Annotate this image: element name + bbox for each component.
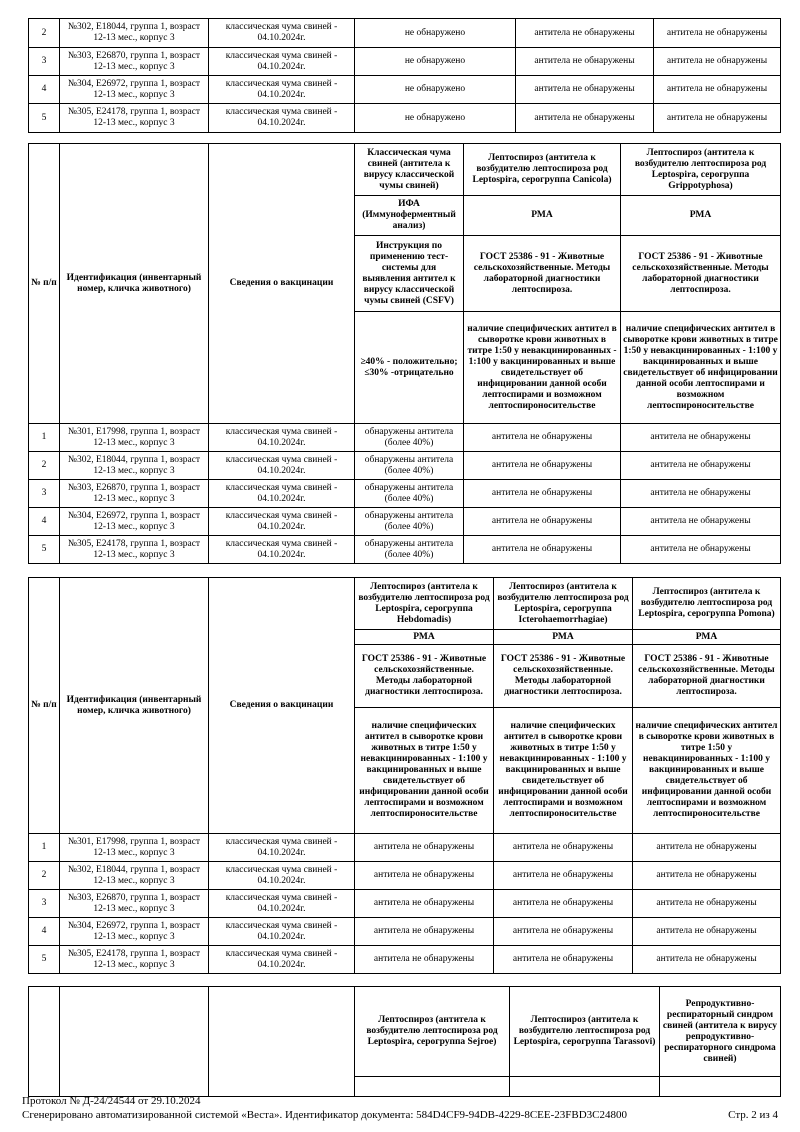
table-row xyxy=(29,19,781,48)
header-identification: Идентификация (инвентарный номер, кличка животного) xyxy=(60,578,209,834)
row-number: 3 xyxy=(29,480,60,508)
table-row xyxy=(29,862,781,890)
vaccination-info: классическая чума свиней - 04.10.2024г. xyxy=(209,536,355,564)
header-normative-document: ГОСТ 25386 - 91 - Животные сельскохозяйственные. Методы лабораторной диагностики лептоспироза. xyxy=(633,645,781,708)
animal-id: №303, E26870, группа 1, возраст 12-13 мес., корпус 3 xyxy=(60,890,209,918)
result-cell: антитела не обнаружены xyxy=(633,890,781,918)
row-number: 2 xyxy=(29,19,60,48)
animal-id: №302, E18044, группа 1, возраст 12-13 мес., корпус 3 xyxy=(60,19,209,48)
generated-note: Сгенерировано автоматизированной системой «Веста». Идентификатор документа: 584D4CF9-94DB-4229-8CEE-23FBD3C24800 xyxy=(22,1109,627,1121)
header-norm: ≥40% - положительно; ≤30% -отрицательно xyxy=(355,312,464,424)
result-cell: антитела не обнаружены xyxy=(516,76,654,104)
animal-id: №303, E26870, группа 1, возраст 12-13 мес., корпус 3 xyxy=(60,48,209,76)
vaccination-info: классическая чума свиней - 04.10.2024г. xyxy=(209,480,355,508)
row-number: 4 xyxy=(29,918,60,946)
result-cell: антитела не обнаружены xyxy=(516,104,654,133)
result-cell: обнаружены антитела (более 40%) xyxy=(355,424,464,452)
result-cell: антитела не обнаружены xyxy=(464,536,621,564)
result-cell: антитела не обнаружены xyxy=(355,890,494,918)
header-method-empty xyxy=(355,1077,510,1097)
table-row xyxy=(29,946,781,974)
animal-id: №305, E24178, группа 1, возраст 12-13 мес., корпус 3 xyxy=(60,104,209,133)
header-row-disease xyxy=(29,578,781,630)
header-disease: Лептоспироз (антитела к возбудителю лептоспироза род Leptospira, серогруппа Canicola) xyxy=(464,144,621,196)
header-normative-document: ГОСТ 25386 - 91 - Животные сельскохозяйственные. Методы лабораторной диагностики лептоспироза. xyxy=(494,645,633,708)
result-cell: обнаружены антитела (более 40%) xyxy=(355,508,464,536)
result-cell: антитела не обнаружены xyxy=(494,834,633,862)
animal-id: №302, E18044, группа 1, возраст 12-13 мес., корпус 3 xyxy=(60,452,209,480)
row-number: 4 xyxy=(29,508,60,536)
header-method: РМА xyxy=(464,196,621,236)
result-cell: антитела не обнаружены xyxy=(494,946,633,974)
vaccination-info: классическая чума свиней - 04.10.2024г. xyxy=(209,76,355,104)
result-cell: антитела не обнаружены xyxy=(464,508,621,536)
header-method: ИФА (Иммуноферментный анализ) xyxy=(355,196,464,236)
header-identification: Идентификация (инвентарный номер, кличка животного) xyxy=(60,144,209,424)
animal-id: №304, E26972, группа 1, возраст 12-13 мес., корпус 3 xyxy=(60,76,209,104)
header-norm: наличие специфических антител в сыворотке крови животных в титре 1:50 у невакцинированных - 1:100 у вакцинированных и выше свидетельствует об инфицировании данной особи лептоспирами и возможном лептоспироносительстве xyxy=(464,312,621,424)
result-cell: антитела не обнаружены xyxy=(654,104,781,133)
result-cell: антитела не обнаружены xyxy=(516,48,654,76)
result-cell: не обнаружено xyxy=(355,48,516,76)
header-method: РМА xyxy=(621,196,781,236)
result-cell: антитела не обнаружены xyxy=(633,918,781,946)
animal-id: №301, E17998, группа 1, возраст 12-13 мес., корпус 3 xyxy=(60,834,209,862)
table-row xyxy=(29,48,781,76)
animal-id: №305, E24178, группа 1, возраст 12-13 мес., корпус 3 xyxy=(60,536,209,564)
vaccination-info: классическая чума свиней - 04.10.2024г. xyxy=(209,862,355,890)
row-number: 3 xyxy=(29,890,60,918)
result-cell: антитела не обнаружены xyxy=(621,480,781,508)
result-cell: антитела не обнаружены xyxy=(494,918,633,946)
header-vaccination-empty xyxy=(209,987,355,1097)
header-row-number: № п/п xyxy=(29,578,60,834)
result-cell: не обнаружено xyxy=(355,19,516,48)
vaccination-info: классическая чума свиней - 04.10.2024г. xyxy=(209,946,355,974)
header-disease: Лептоспироз (антитела к возбудителю лептоспироза род Leptospira, серогруппа Hebdomadis) xyxy=(355,578,494,630)
page-number: Стр. 2 из 4 xyxy=(728,1109,778,1121)
result-cell: антитела не обнаружены xyxy=(633,862,781,890)
table-row xyxy=(29,480,781,508)
header-norm: наличие специфических антител в сыворотке крови животных в титре 1:50 у невакцинированных - 1:100 у вакцинированных и выше свидетельствует об инфицировании данной особи лептоспирами и возможном лептоспироносительстве xyxy=(494,708,633,834)
header-vaccination: Сведения о вакцинации xyxy=(209,144,355,424)
protocol-number: Протокол № Д-24/24544 от 29.10.2024 xyxy=(22,1095,201,1107)
row-number: 3 xyxy=(29,48,60,76)
result-cell: не обнаружено xyxy=(355,104,516,133)
row-number: 1 xyxy=(29,834,60,862)
table-row xyxy=(29,76,781,104)
header-method: РМА xyxy=(355,630,494,645)
header-disease: Репродуктивно-респираторный синдром свиней (антитела к вирусу репродуктивно-респираторного синдрома свиней) xyxy=(660,987,781,1077)
animal-id: №303, E26870, группа 1, возраст 12-13 мес., корпус 3 xyxy=(60,480,209,508)
row-number: 2 xyxy=(29,862,60,890)
header-row-disease xyxy=(29,144,781,196)
result-cell: антитела не обнаружены xyxy=(464,480,621,508)
result-cell: обнаружены антитела (более 40%) xyxy=(355,536,464,564)
header-normative-document: ГОСТ 25386 - 91 - Животные сельскохозяйственные. Методы лабораторной диагностики лептоспироза. xyxy=(621,236,781,312)
result-cell: антитела не обнаружены xyxy=(621,536,781,564)
row-number: 2 xyxy=(29,452,60,480)
header-disease: Лептоспироз (антитела к возбудителю лептоспироза род Leptospira, серогруппа Sejroe) xyxy=(355,987,510,1077)
result-cell: антитела не обнаружены xyxy=(654,48,781,76)
header-norm: наличие специфических антител в сыворотке крови животных в титре 1:50 у невакцинированных - 1:100 у вакцинированных и выше свидетельствует об инфицировании данной особи лептоспирами и возможном лептоспироносительстве xyxy=(355,708,494,834)
vaccination-info: классическая чума свиней - 04.10.2024г. xyxy=(209,452,355,480)
row-number: 5 xyxy=(29,946,60,974)
header-norm: наличие специфических антител в сыворотке крови животных в титре 1:50 у невакцинированных - 1:100 у вакцинированных и выше свидетельствует об инфицировании данной особи лептоспирами и возможном лептоспироносительстве xyxy=(621,312,781,424)
header-disease: Классическая чума свиней (антитела к вирусу классической чумы свиней) xyxy=(355,144,464,196)
result-cell: антитела не обнаружены xyxy=(621,508,781,536)
animal-id: №304, E26972, группа 1, возраст 12-13 мес., корпус 3 xyxy=(60,918,209,946)
results-table-next xyxy=(28,986,781,1097)
row-number: 5 xyxy=(29,536,60,564)
header-method: РМА xyxy=(494,630,633,645)
vaccination-info: классическая чума свиней - 04.10.2024г. xyxy=(209,104,355,133)
result-cell: антитела не обнаружены xyxy=(633,834,781,862)
table-row xyxy=(29,834,781,862)
header-row-number: № п/п xyxy=(29,144,60,424)
result-cell: обнаружены антитела (более 40%) xyxy=(355,452,464,480)
header-disease: Лептоспироз (антитела к возбудителю лептоспироза род Leptospira, серогруппа Icterohaemorrhagiae) xyxy=(494,578,633,630)
results-table-continuation xyxy=(28,18,781,133)
animal-id: №301, E17998, группа 1, возраст 12-13 мес., корпус 3 xyxy=(60,424,209,452)
header-row-disease xyxy=(29,987,781,1077)
header-normative-document: ГОСТ 25386 - 91 - Животные сельскохозяйственные. Методы лабораторной диагностики лептоспироза. xyxy=(464,236,621,312)
row-number: 1 xyxy=(29,424,60,452)
result-cell: антитела не обнаружены xyxy=(621,424,781,452)
table-row xyxy=(29,104,781,133)
header-method-empty xyxy=(660,1077,781,1097)
results-table-leptospirosis xyxy=(28,577,781,974)
vaccination-info: классическая чума свиней - 04.10.2024г. xyxy=(209,424,355,452)
animal-id: №304, E26972, группа 1, возраст 12-13 мес., корпус 3 xyxy=(60,508,209,536)
header-identification-empty xyxy=(60,987,209,1097)
header-normative-document: ГОСТ 25386 - 91 - Животные сельскохозяйственные. Методы лабораторной диагностики лептоспироза. xyxy=(355,645,494,708)
header-disease: Лептоспироз (антитела к возбудителю лептоспироза род Leptospira, серогруппа Tarassovi) xyxy=(510,987,660,1077)
animal-id: №302, E18044, группа 1, возраст 12-13 мес., корпус 3 xyxy=(60,862,209,890)
row-number: 5 xyxy=(29,104,60,133)
result-cell: антитела не обнаружены xyxy=(621,452,781,480)
result-cell: антитела не обнаружены xyxy=(654,19,781,48)
result-cell: антитела не обнаружены xyxy=(464,424,621,452)
vaccination-info: классическая чума свиней - 04.10.2024г. xyxy=(209,48,355,76)
table-row xyxy=(29,508,781,536)
result-cell: антитела не обнаружены xyxy=(355,862,494,890)
result-cell: антитела не обнаружены xyxy=(633,946,781,974)
result-cell: антитела не обнаружены xyxy=(516,19,654,48)
header-norm: наличие специфических антител в сыворотке крови животных в титре 1:50 у невакцинированных - 1:100 у вакцинированных и выше свидетельствует об инфицировании данной особи лептоспирами и возможном лептоспироносительстве xyxy=(633,708,781,834)
animal-id: №305, E24178, группа 1, возраст 12-13 мес., корпус 3 xyxy=(60,946,209,974)
result-cell: антитела не обнаружены xyxy=(654,76,781,104)
table-row xyxy=(29,452,781,480)
header-method: РМА xyxy=(633,630,781,645)
result-cell: антитела не обнаружены xyxy=(355,834,494,862)
header-method-empty xyxy=(510,1077,660,1097)
table-row xyxy=(29,536,781,564)
header-disease: Лептоспироз (антитела к возбудителю лептоспироза род Leptospira, серогруппа Pomona) xyxy=(633,578,781,630)
result-cell: антитела не обнаружены xyxy=(355,946,494,974)
vaccination-info: классическая чума свиней - 04.10.2024г. xyxy=(209,918,355,946)
result-cell: обнаружены антитела (более 40%) xyxy=(355,480,464,508)
header-row-number-empty xyxy=(29,987,60,1097)
result-cell: антитела не обнаружены xyxy=(464,452,621,480)
vaccination-info: классическая чума свиней - 04.10.2024г. xyxy=(209,890,355,918)
header-vaccination: Сведения о вакцинации xyxy=(209,578,355,834)
result-cell: антитела не обнаружены xyxy=(494,890,633,918)
header-disease: Лептоспироз (антитела к возбудителю лептоспироза род Leptospira, серогруппа Grippotyphosa) xyxy=(621,144,781,196)
result-cell: антитела не обнаружены xyxy=(494,862,633,890)
result-cell: антитела не обнаружены xyxy=(355,918,494,946)
header-normative-document: Инструкция по применению тест-системы для выявления антител к вирусу классической чумы свиней (CSFV) xyxy=(355,236,464,312)
result-cell: не обнаружено xyxy=(355,76,516,104)
vaccination-info: классическая чума свиней - 04.10.2024г. xyxy=(209,834,355,862)
vaccination-info: классическая чума свиней - 04.10.2024г. xyxy=(209,19,355,48)
row-number: 4 xyxy=(29,76,60,104)
table-row xyxy=(29,424,781,452)
table-row xyxy=(29,890,781,918)
vaccination-info: классическая чума свиней - 04.10.2024г. xyxy=(209,508,355,536)
table-row xyxy=(29,918,781,946)
results-table-csf-leptospirosis xyxy=(28,143,781,564)
